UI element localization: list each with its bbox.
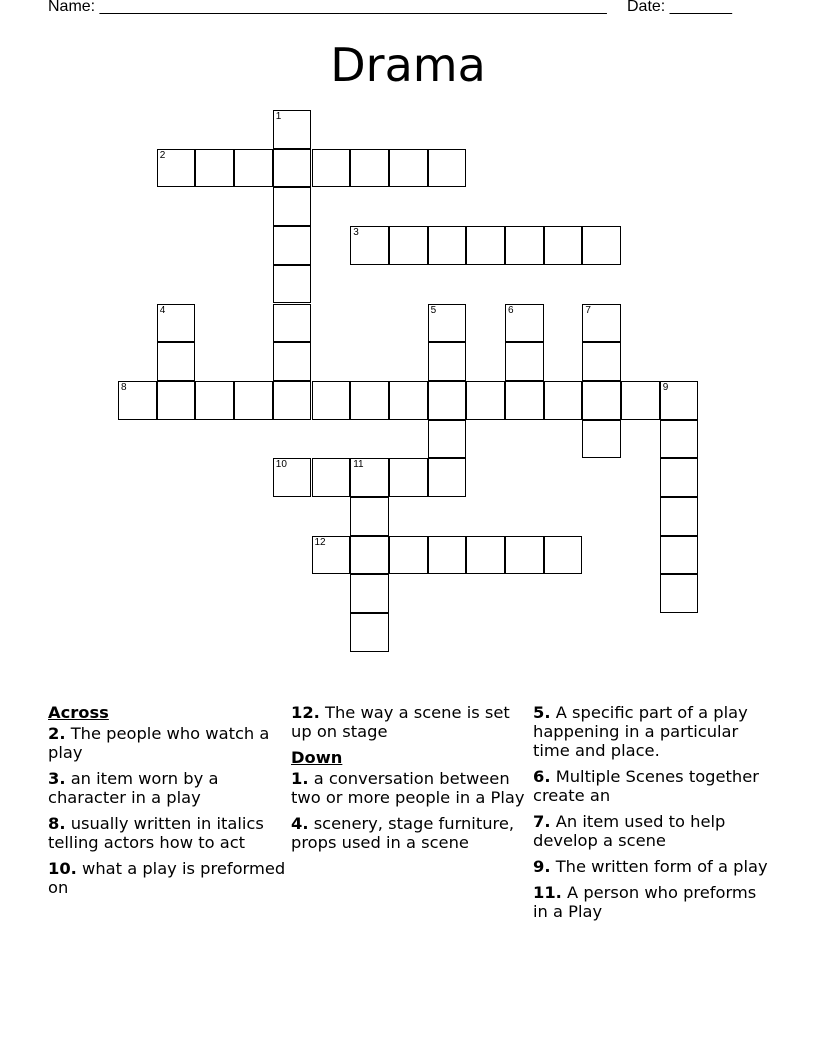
clue-number: 3. xyxy=(48,769,66,788)
clue-number: 6. xyxy=(533,767,551,786)
grid-cell[interactable] xyxy=(350,613,389,652)
grid-cell[interactable] xyxy=(273,110,312,149)
grid-cell[interactable] xyxy=(660,458,699,497)
grid-cell[interactable] xyxy=(660,420,699,459)
grid-cell[interactable] xyxy=(428,536,467,575)
cell-number: 9 xyxy=(662,381,669,393)
cell-number: 7 xyxy=(585,304,591,316)
clue-number: 12. xyxy=(291,703,320,722)
clue-text: Multiple Scenes together create an xyxy=(533,767,759,805)
cell-number: 12 xyxy=(314,536,326,548)
cell-number: 3 xyxy=(353,227,359,239)
grid-cell[interactable] xyxy=(273,381,312,420)
clue-text: A person who preforms in a Play xyxy=(533,883,757,921)
grid-cell[interactable] xyxy=(582,304,621,343)
grid-cell[interactable] xyxy=(505,536,544,575)
date-field-label: Date: _______ xyxy=(627,0,732,15)
grid-cell[interactable] xyxy=(350,497,389,536)
grid-cell[interactable] xyxy=(312,149,351,188)
grid-cell[interactable] xyxy=(544,536,583,575)
grid-cell[interactable] xyxy=(621,381,660,420)
cell-number: 1 xyxy=(275,111,282,122)
grid-cell[interactable] xyxy=(660,497,699,536)
clue-down-7 xyxy=(533,812,773,850)
grid-cell[interactable] xyxy=(428,342,467,381)
grid-cell[interactable] xyxy=(273,458,312,497)
grid-cell[interactable] xyxy=(350,574,389,613)
grid-cell[interactable] xyxy=(505,342,544,381)
clue-number: 1. xyxy=(291,769,309,788)
grid-cell[interactable] xyxy=(660,574,699,613)
grid-cell[interactable] xyxy=(350,226,389,265)
grid-cell[interactable] xyxy=(312,381,351,420)
clues-column-3 xyxy=(533,703,773,928)
clue-number: 9. xyxy=(533,857,551,876)
grid-cell[interactable] xyxy=(234,149,273,188)
clue-text: usually written in italics telling actors how to act xyxy=(48,814,264,852)
name-field-label: Name: _________________________________________________________ xyxy=(48,0,607,15)
grid-cell[interactable] xyxy=(582,420,621,459)
cell-number: 11 xyxy=(353,459,364,471)
grid-cell[interactable] xyxy=(582,342,621,381)
clue-across-12 xyxy=(291,703,531,741)
clue-down-11 xyxy=(533,883,773,921)
grid-cell[interactable] xyxy=(195,149,234,188)
grid-cell[interactable] xyxy=(273,226,312,265)
grid-cell[interactable] xyxy=(273,304,312,343)
grid-cell[interactable] xyxy=(582,226,621,265)
clue-number: 11. xyxy=(533,883,562,902)
clue-number: 10. xyxy=(48,859,77,878)
cell-number: 2 xyxy=(159,149,166,161)
clue-down-9 xyxy=(533,857,773,876)
grid-cell[interactable] xyxy=(273,187,312,226)
clue-number: 5. xyxy=(533,703,551,722)
grid-cell[interactable] xyxy=(428,304,467,343)
clues-column-2 xyxy=(291,703,531,859)
cell-number: 10 xyxy=(275,459,287,471)
grid-cell[interactable] xyxy=(428,226,467,265)
grid-cell[interactable] xyxy=(273,342,312,381)
grid-cell[interactable] xyxy=(389,458,428,497)
grid-cell[interactable] xyxy=(195,381,234,420)
cell-number: 5 xyxy=(430,304,437,316)
clue-text: An item used to help develop a scene xyxy=(533,812,726,850)
down-heading: Down xyxy=(291,748,343,767)
clue-text: The way a scene is set up on stage xyxy=(291,703,510,741)
grid-cell[interactable] xyxy=(350,458,389,497)
grid-cell[interactable] xyxy=(505,381,544,420)
grid-cell[interactable] xyxy=(582,381,621,420)
grid-cell[interactable] xyxy=(312,536,351,575)
clue-text: A specific part of a play happening in a particular time and place. xyxy=(533,703,748,760)
grid-cell[interactable] xyxy=(389,226,428,265)
clue-across-2 xyxy=(48,724,288,762)
clue-down-1 xyxy=(291,769,531,807)
grid-cell[interactable] xyxy=(389,536,428,575)
clue-number: 4. xyxy=(291,814,309,833)
grid-cell[interactable] xyxy=(157,149,196,188)
clue-down-6 xyxy=(533,767,773,805)
clue-down-5 xyxy=(533,703,773,760)
clue-down-4 xyxy=(291,814,531,852)
clue-across-10 xyxy=(48,859,288,897)
grid-cell[interactable] xyxy=(505,304,544,343)
grid-cell[interactable] xyxy=(544,226,583,265)
cell-number: 8 xyxy=(121,381,127,393)
clue-text: what a play is preformed on xyxy=(48,859,286,897)
grid-cell[interactable] xyxy=(273,149,312,188)
grid-cell[interactable] xyxy=(389,381,428,420)
grid-cell[interactable] xyxy=(350,536,389,575)
grid-cell[interactable] xyxy=(505,226,544,265)
grid-cell[interactable] xyxy=(157,342,196,381)
clue-number: 2. xyxy=(48,724,66,743)
clue-text: scenery, stage furniture, props used in a scene xyxy=(291,814,515,852)
clue-text: The people who watch a play xyxy=(48,724,270,762)
clue-number: 7. xyxy=(533,812,551,831)
grid-cell[interactable] xyxy=(428,420,467,459)
clue-across-3 xyxy=(48,769,288,807)
clue-text: a conversation between two or more people in a Play xyxy=(291,769,525,807)
grid-cell[interactable] xyxy=(466,536,505,575)
grid-cell[interactable] xyxy=(118,381,157,420)
page-title: Drama xyxy=(330,38,486,92)
clue-text: The written form of a play xyxy=(550,857,768,876)
clue-number: 8. xyxy=(48,814,66,833)
grid-cell[interactable] xyxy=(428,458,467,497)
grid-cell[interactable] xyxy=(660,381,699,420)
grid-cell[interactable] xyxy=(428,381,467,420)
cell-number: 4 xyxy=(159,304,166,316)
grid-cell[interactable] xyxy=(660,536,699,575)
cell-number: 6 xyxy=(508,304,514,316)
grid-cell[interactable] xyxy=(466,226,505,265)
grid-cell[interactable] xyxy=(234,381,273,420)
clue-across-8 xyxy=(48,814,288,852)
across-heading: Across xyxy=(48,703,109,722)
grid-cell[interactable] xyxy=(273,265,312,304)
grid-cell[interactable] xyxy=(157,304,196,343)
grid-cell[interactable] xyxy=(389,149,428,188)
grid-cell[interactable] xyxy=(312,458,351,497)
grid-cell[interactable] xyxy=(466,381,505,420)
grid-cell[interactable] xyxy=(157,381,196,420)
clue-text: an item worn by a character in a play xyxy=(48,769,219,807)
grid-cell[interactable] xyxy=(544,381,583,420)
grid-cell[interactable] xyxy=(428,149,467,188)
grid-cell[interactable] xyxy=(350,149,389,188)
grid-cell[interactable] xyxy=(350,381,389,420)
clues-column-1 xyxy=(48,703,288,904)
